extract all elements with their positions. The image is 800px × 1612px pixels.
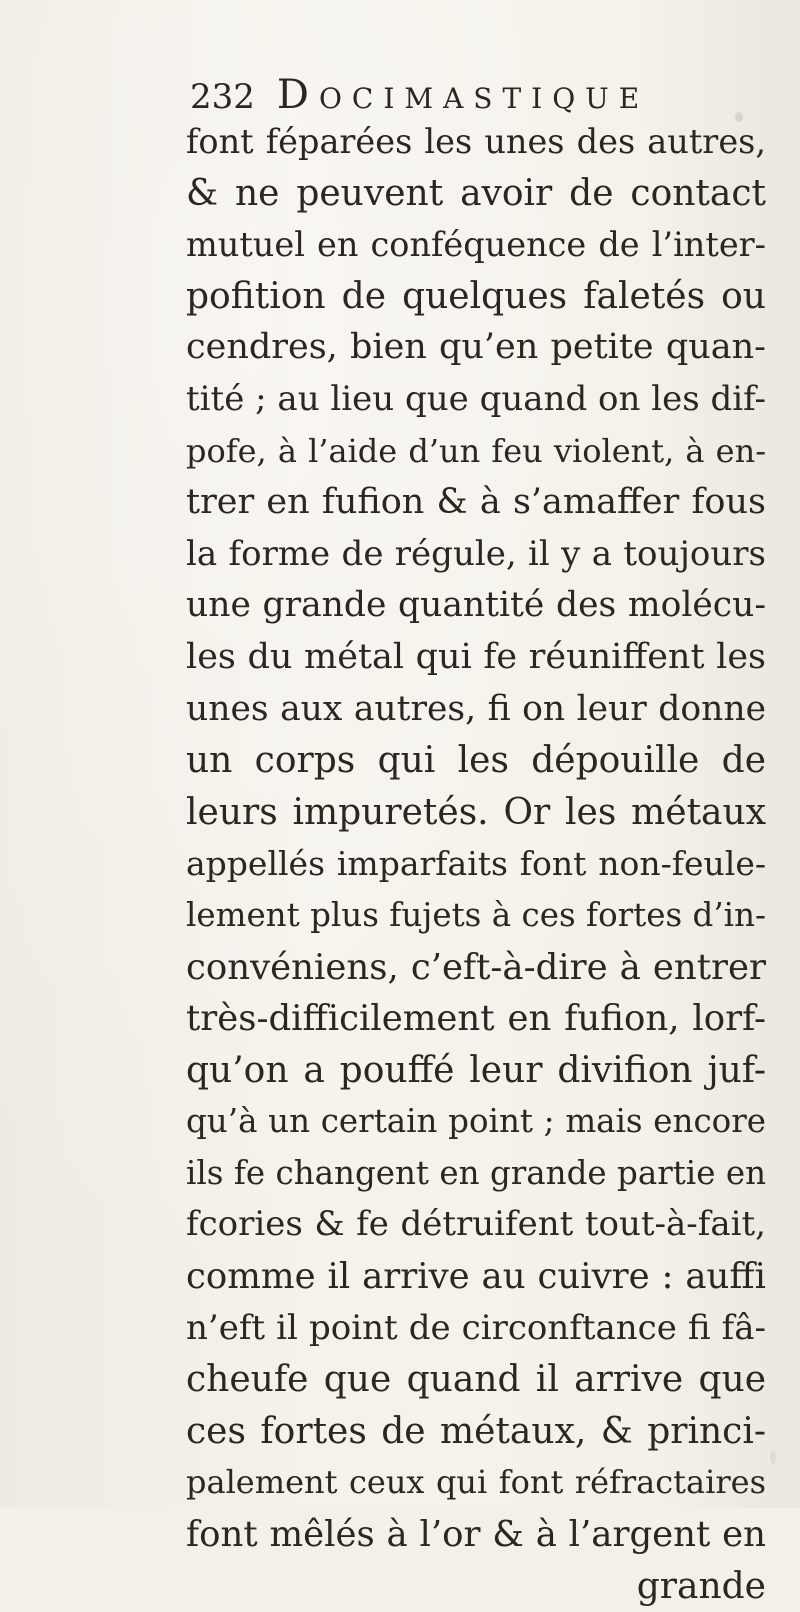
text-line: ils fe changent en grande partie en (186, 1153, 766, 1192)
text-line: lement plus fujets à ces fortes d’in- (186, 895, 766, 934)
text-line: trer en fufion & à s’amaffer fous (186, 482, 766, 523)
text-line: comme il arrive au cuivre : auffi (186, 1256, 766, 1298)
running-title: Docimastique (276, 72, 650, 118)
text-line: la forme de régule, il y a toujours (186, 533, 766, 574)
body-text (186, 116, 766, 1612)
text-line: qu’à un certain point ; mais encore (186, 1102, 766, 1141)
running-header (190, 72, 649, 122)
text-line: font féparées les unes des autres, (186, 122, 766, 161)
text-line: tité ; au lieu que quand on les dif- (186, 378, 766, 419)
paper-spot (770, 1450, 776, 1464)
text-line: très-difficilement en fufion, lorf- (186, 998, 766, 1040)
text-line: mutuel en conféquence de l’inter- (186, 225, 766, 265)
page-number: 232 (190, 77, 255, 117)
text-line: pofition de quelques faletés ou (186, 275, 766, 317)
text-line: cendres, bien qu’en petite quan- (186, 327, 766, 368)
text-line: n’eft il point de circonftance fi fâ- (186, 1307, 766, 1348)
text-line: palement ceux qui font réfractaires (186, 1463, 766, 1502)
text-line: pofe, à l’aide d’un feu violent, à en- (186, 431, 766, 470)
text-line: qu’on a pouffé leur divifion juf- (186, 1049, 766, 1091)
text-line: cheufe que quand il arrive que (186, 1359, 766, 1401)
text-line: unes aux autres, fi on leur donne (186, 688, 766, 729)
catchword: grande (636, 1565, 766, 1607)
text-line: appellés imparfaits font non-feule- (186, 844, 766, 884)
text-line: & ne peuvent avoir de contact (186, 172, 766, 214)
text-line: font mêlés à l’or & à l’argent en (186, 1514, 766, 1556)
text-line: une grande quantité des molécu- (186, 585, 766, 626)
text-line: les du métal qui fe réuniffent les (186, 636, 766, 677)
text-line: fcories & fe détruifent tout-à-fait, (186, 1204, 766, 1245)
text-line: ces fortes de métaux, & princi- (186, 1410, 766, 1452)
text-line: convéniens, c’eft-à-dire à entrer (186, 946, 766, 988)
text-line: leurs impuretés. Or les métaux (186, 791, 766, 833)
text-line: un corps qui les dépouille de (186, 740, 766, 782)
